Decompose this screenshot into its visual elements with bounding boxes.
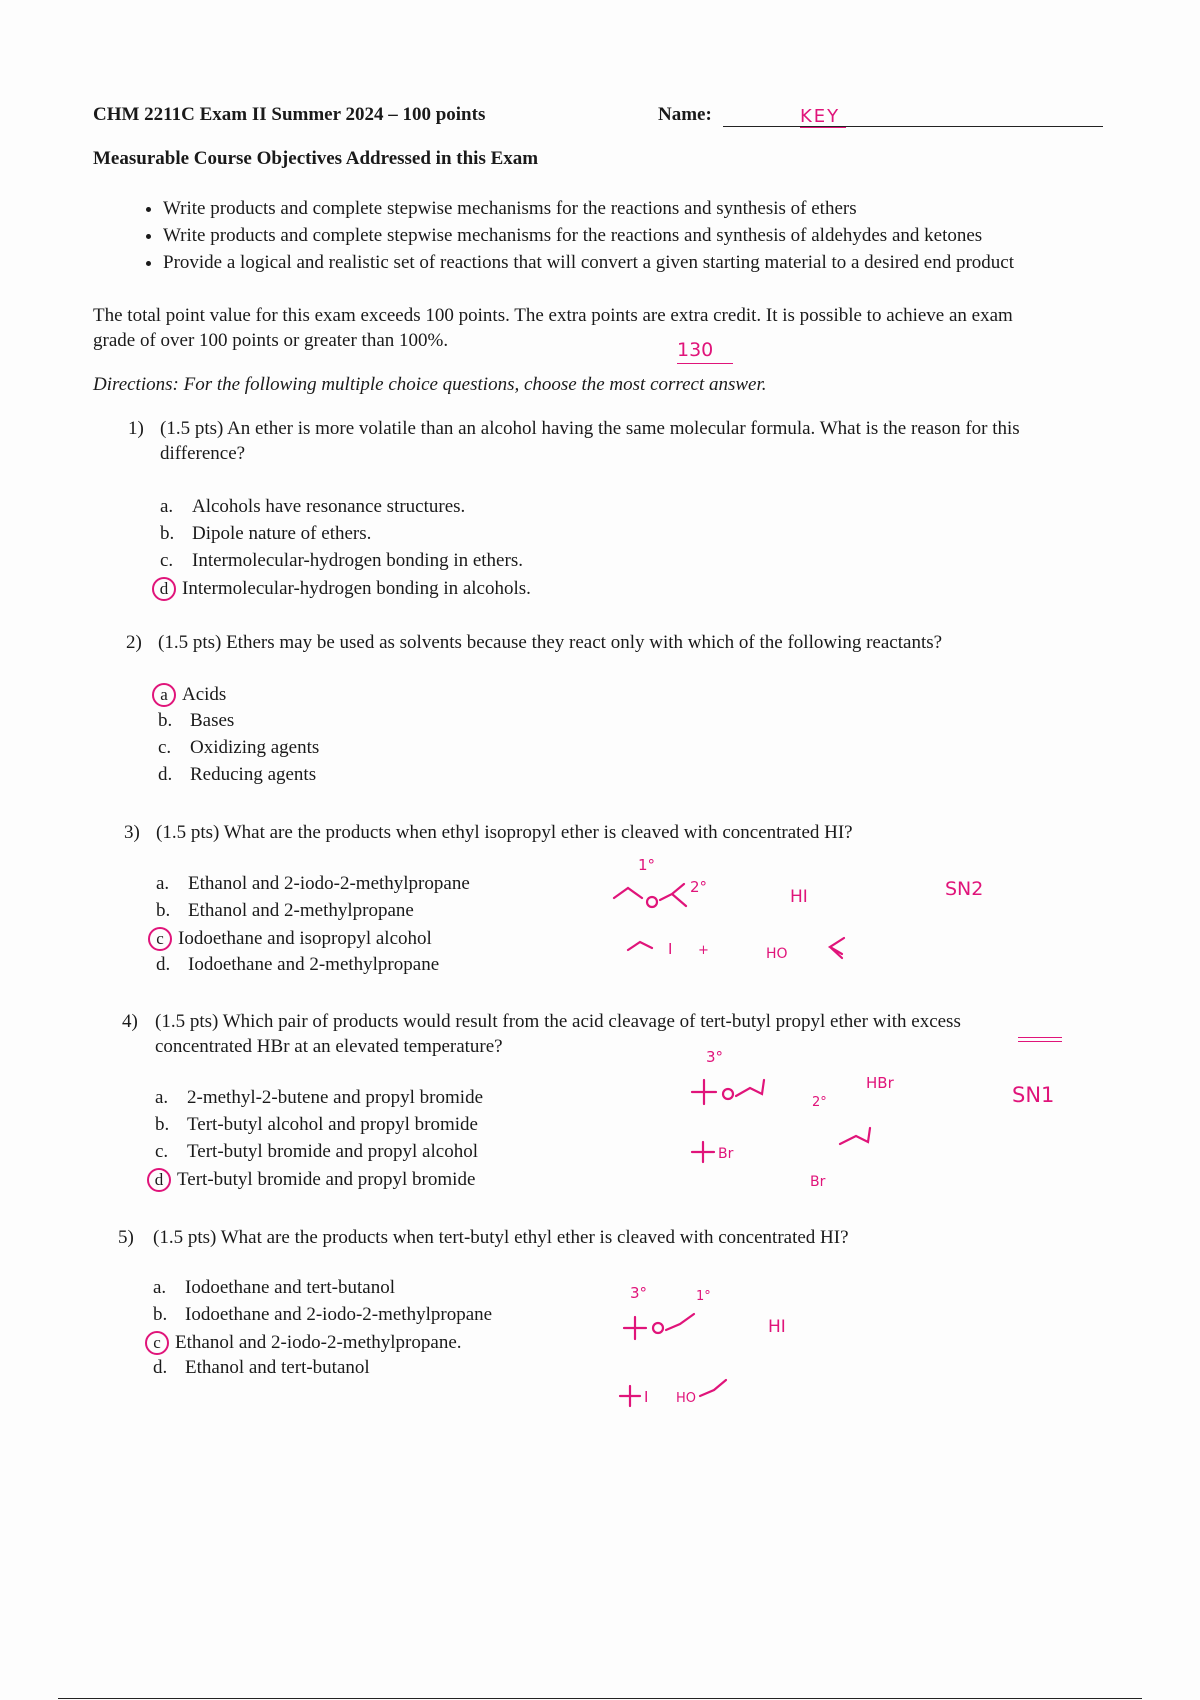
isopropanol-branch (830, 938, 844, 958)
q4-option-b[interactable]: b. Tert-butyl alcohol and propyl bromide (155, 1114, 478, 1135)
objective-item: • Provide a logical and realistic set of reactions that will convert a given starting material to a desired end product (163, 250, 1200, 276)
objectives-list (108, 196, 1200, 277)
q1-option-c[interactable]: c. Intermolecular-hydrogen bonding in ethers. (160, 550, 523, 571)
q5-product-iodide: I (644, 1388, 649, 1406)
q5-product-ho: HO (676, 1391, 697, 1406)
q4-mechanism: SN1 (1012, 1083, 1055, 1107)
tert-butyl-group (624, 1317, 646, 1339)
q5-handwritten-notes (610, 1270, 870, 1410)
q4-option-a[interactable]: a. 2-methyl-2-butene and propyl bromide (155, 1087, 484, 1108)
question-1-text: (1.5 pts) An ether is more volatile than an alcohol having the same molecular formula. What is the reason for this (160, 418, 1020, 439)
q3-option-c-selected[interactable]: c Iodoethane and isopropyl alcohol (154, 927, 432, 951)
q4-option-c[interactable]: c. Tert-butyl bromide and propyl alcohol (155, 1141, 478, 1162)
propyl-chain (736, 1080, 764, 1096)
q1-option-b[interactable]: b. Dipole nature of ethers. (160, 523, 372, 544)
intro-line-2: grade of over 100 points or greater than 100%. (93, 330, 449, 351)
q5-option-c-selected[interactable]: c Ethanol and 2-iodo-2-methylpropane. (151, 1331, 462, 1355)
q1-option-d-selected[interactable]: d Intermolecular-hydrogen bonding in alcohols. (158, 577, 531, 601)
tert-butyl-group (692, 1080, 716, 1104)
q4-option-d-selected[interactable]: d Tert-butyl bromide and propyl bromide (153, 1168, 475, 1192)
q4-handwritten-notes (680, 1040, 1080, 1195)
q2-option-d[interactable]: d. Reducing agents (158, 764, 317, 785)
q4-reagent: HBr (866, 1074, 894, 1092)
q3-option-a[interactable]: a. Ethanol and 2-iodo-2-methylpropane (156, 873, 470, 894)
q5-degree-3: 3° (630, 1284, 648, 1302)
q2-option-b[interactable]: b. Bases (158, 710, 235, 731)
isopropyl-branch (660, 884, 686, 906)
question-4-text: (1.5 pts) Which pair of products would result from the acid cleavage of tert-butyl propyl ether with excess (155, 1011, 961, 1032)
excess-underline-1 (1018, 1037, 1062, 1038)
oxygen-atom (653, 1323, 663, 1333)
question-1-text-2: difference? (160, 443, 246, 464)
question-2-number: 2) (126, 632, 142, 653)
q3-option-b[interactable]: b. Ethanol and 2-methylpropane (156, 900, 414, 921)
q3-product-plus: + (698, 943, 709, 958)
q3-reagent: HI (790, 887, 808, 907)
answer-circle: a (152, 683, 176, 707)
q3-handwritten-notes (600, 850, 1020, 980)
q3-degree-1: 1° (638, 856, 656, 874)
q2-option-c[interactable]: c. Oxidizing agents (158, 737, 320, 758)
score-note: 130 (677, 339, 714, 361)
question-5-text: (1.5 pts) What are the products when tert-butyl ethyl ether is cleaved with concentrated HI? (153, 1227, 849, 1248)
tert-butyl-product (692, 1142, 714, 1162)
oxygen-atom (723, 1089, 733, 1099)
q4-degree-3: 3° (706, 1048, 724, 1066)
question-3-number: 3) (124, 822, 140, 843)
objective-item: • Write products and complete stepwise mechanisms for the reactions and synthesis of ethers (163, 196, 1200, 222)
question-5-number: 5) (118, 1227, 134, 1248)
ethyl-chain (666, 1314, 694, 1330)
answer-circle: d (147, 1168, 171, 1192)
q5-option-d[interactable]: d. Ethanol and tert-butanol (153, 1357, 370, 1378)
q3-degree-2: 2° (690, 878, 708, 896)
name-underline (800, 127, 846, 128)
question-4-number: 4) (122, 1011, 138, 1032)
intro-line-1: The total point value for this exam exceeds 100 points. The extra points are extra credit. It is possible to achieve an exam (93, 305, 1013, 326)
directions: Directions: For the following multiple choice questions, choose the most correct answer. (93, 374, 767, 395)
question-2-text: (1.5 pts) Ethers may be used as solvents because they react only with which of the following reactants? (158, 632, 943, 653)
q4-degree-2: 2° (812, 1095, 827, 1110)
question-4-text-2: concentrated HBr at an elevated temperature? (155, 1036, 503, 1057)
q5-degree-1: 1° (696, 1289, 711, 1304)
q3-option-d[interactable]: d. Iodoethane and 2-methylpropane (156, 954, 440, 975)
name-line (723, 126, 1103, 127)
page-bottom-rule (58, 1698, 1142, 1699)
answer-circle: c (145, 1331, 169, 1355)
objective-item: • Write products and complete stepwise mechanisms for the reactions and synthesis of aldehydes and ketones (163, 223, 1200, 249)
q4-product-br-2: Br (810, 1174, 826, 1190)
ether-chain (614, 888, 642, 898)
q2-option-a-selected[interactable]: a Acids (158, 683, 226, 707)
q1-option-a[interactable]: a. Alcohols have resonance structures. (160, 496, 466, 517)
q3-product-ho: HO (766, 946, 788, 962)
question-3-text: (1.5 pts) What are the products when ethyl isopropyl ether is cleaved with concentrated HI? (156, 822, 853, 843)
ethanol-chain (700, 1380, 726, 1396)
q5-reagent: HI (768, 1317, 786, 1337)
q3-product-iodide: I (668, 940, 673, 958)
ethyl-iodide-chain (628, 942, 652, 950)
question-1-number: 1) (128, 418, 144, 439)
q5-option-b[interactable]: b. Iodoethane and 2-iodo-2-methylpropane (153, 1304, 493, 1325)
name-value: KEY (800, 106, 841, 127)
q4-product-br-1: Br (718, 1146, 734, 1162)
name-label: Name: (658, 104, 712, 125)
oxygen-atom (647, 897, 657, 907)
objectives-heading: Measurable Course Objectives Addressed in this Exam (93, 148, 539, 169)
propyl-product (840, 1128, 870, 1144)
tert-butyl-product (620, 1386, 640, 1406)
exam-title: CHM 2211C Exam II Summer 2024 – 100 points (93, 104, 486, 125)
score-underline (677, 363, 733, 364)
answer-circle: d (152, 577, 176, 601)
q3-mechanism: SN2 (945, 878, 984, 900)
answer-circle: c (148, 927, 172, 951)
q5-option-a[interactable]: a. Iodoethane and tert-butanol (153, 1277, 395, 1298)
